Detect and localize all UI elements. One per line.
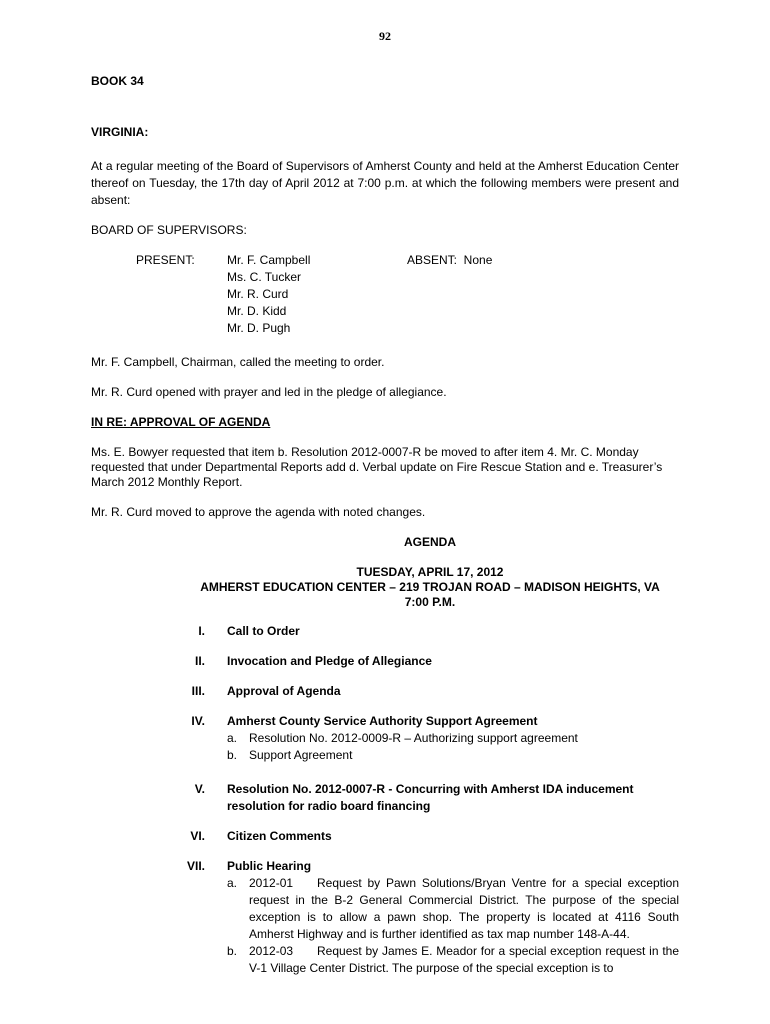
agenda-item-number: V.: [194, 782, 205, 796]
sub-item-text: Support Agreement: [249, 748, 353, 762]
hearing-code: 2012-03: [249, 944, 294, 958]
sub-item-letter: a.: [227, 876, 238, 890]
hearing-code: 2012-01: [249, 876, 294, 890]
agenda-item-title: Resolution No. 2012-0007-R - Concurring with Amherst IDA inducement resolution for radio board financing: [227, 782, 634, 813]
sub-item-letter: b.: [227, 944, 238, 958]
intro-paragraph: At a regular meeting of the Board of Supervisors of Amherst County and held at the Amherst Education Center thereof on Tuesday, the 17th day of April 2012 at 7:00 p.m. at which the following members were present and absent:: [91, 159, 679, 207]
agenda-item-title: Approval of Agenda: [227, 684, 341, 698]
public-hearing-item: [249, 943, 679, 977]
agenda-item-number: VII.: [186, 859, 205, 873]
agenda-item-number: III.: [191, 684, 205, 698]
agenda-item-title: Public Hearing: [227, 859, 312, 873]
public-hearing-item: [249, 875, 679, 943]
agenda-item-title: Invocation and Pledge of Allegiance: [227, 654, 432, 668]
agenda-item-number: II.: [194, 654, 205, 668]
sub-item-letter: a.: [227, 731, 238, 745]
member-name: Mr. D. Kidd: [227, 304, 287, 318]
member-name: Ms. C. Tucker: [227, 270, 302, 284]
agenda-location: AMHERST EDUCATION CENTER – 219 TROJAN ROAD – MADISON HEIGHTS, VA: [200, 580, 660, 594]
agenda-item-title: Call to Order: [227, 624, 300, 638]
sub-item-text: Resolution No. 2012-0009-R – Authorizing support agreement: [249, 731, 578, 745]
page-number: 92: [379, 29, 391, 43]
agenda-title: AGENDA: [403, 535, 456, 549]
absent-members: ABSENT: None: [407, 253, 493, 267]
agenda-item-title: Citizen Comments: [227, 829, 332, 843]
present-members-list: [227, 252, 310, 337]
motion-text: Mr. R. Curd moved to approve the agenda with noted changes.: [91, 505, 426, 519]
member-name: Mr. F. Campbell: [227, 253, 311, 267]
board-heading: BOARD OF SUPERVISORS:: [91, 223, 247, 237]
sub-item-letter: b.: [227, 748, 238, 762]
hearing-text: Request by James E. Meador for a special exception request in the V-1 Village Center District. The purpose of the special exception is to: [249, 944, 679, 975]
call-to-order-text: Mr. F. Campbell, Chairman, called the meeting to order.: [91, 355, 385, 369]
agenda-item-title: Amherst County Service Authority Support Agreement: [227, 714, 538, 728]
in-re-heading: IN RE: APPROVAL OF AGENDA: [91, 415, 271, 429]
agenda-item-number: I.: [198, 624, 205, 638]
member-name: Mr. D. Pugh: [227, 321, 291, 335]
prayer-text: Mr. R. Curd opened with prayer and led in the pledge of allegiance.: [91, 385, 447, 399]
agenda-time: 7:00 P.M.: [404, 595, 456, 609]
book-label: BOOK 34: [91, 74, 144, 88]
state-heading: VIRGINIA:: [91, 125, 149, 139]
member-name: Mr. R. Curd: [227, 287, 289, 301]
agenda-item-number: IV.: [191, 714, 205, 728]
hearing-text: Request by Pawn Solutions/Bryan Ventre for a special exception request in the B-2 General Commercial District. The purpose of the special exception is to allow a pawn shop. The property is located at 4116 South Amherst Highway and is further identified as tax map number 148-A-44.: [249, 876, 679, 941]
present-label: PRESENT:: [136, 253, 195, 267]
agenda-change-request: Ms. E. Bowyer requested that item b. Resolution 2012-0007-R be moved to after item 4. Mr. C. Monday requested that under Departmental Reports add d. Verbal update on Fire Rescue Station and e. Treasurer’s March 2012 Monthly Report.: [91, 445, 663, 489]
agenda-date: TUESDAY, APRIL 17, 2012: [356, 565, 504, 579]
agenda-item-number: VI.: [190, 829, 205, 843]
